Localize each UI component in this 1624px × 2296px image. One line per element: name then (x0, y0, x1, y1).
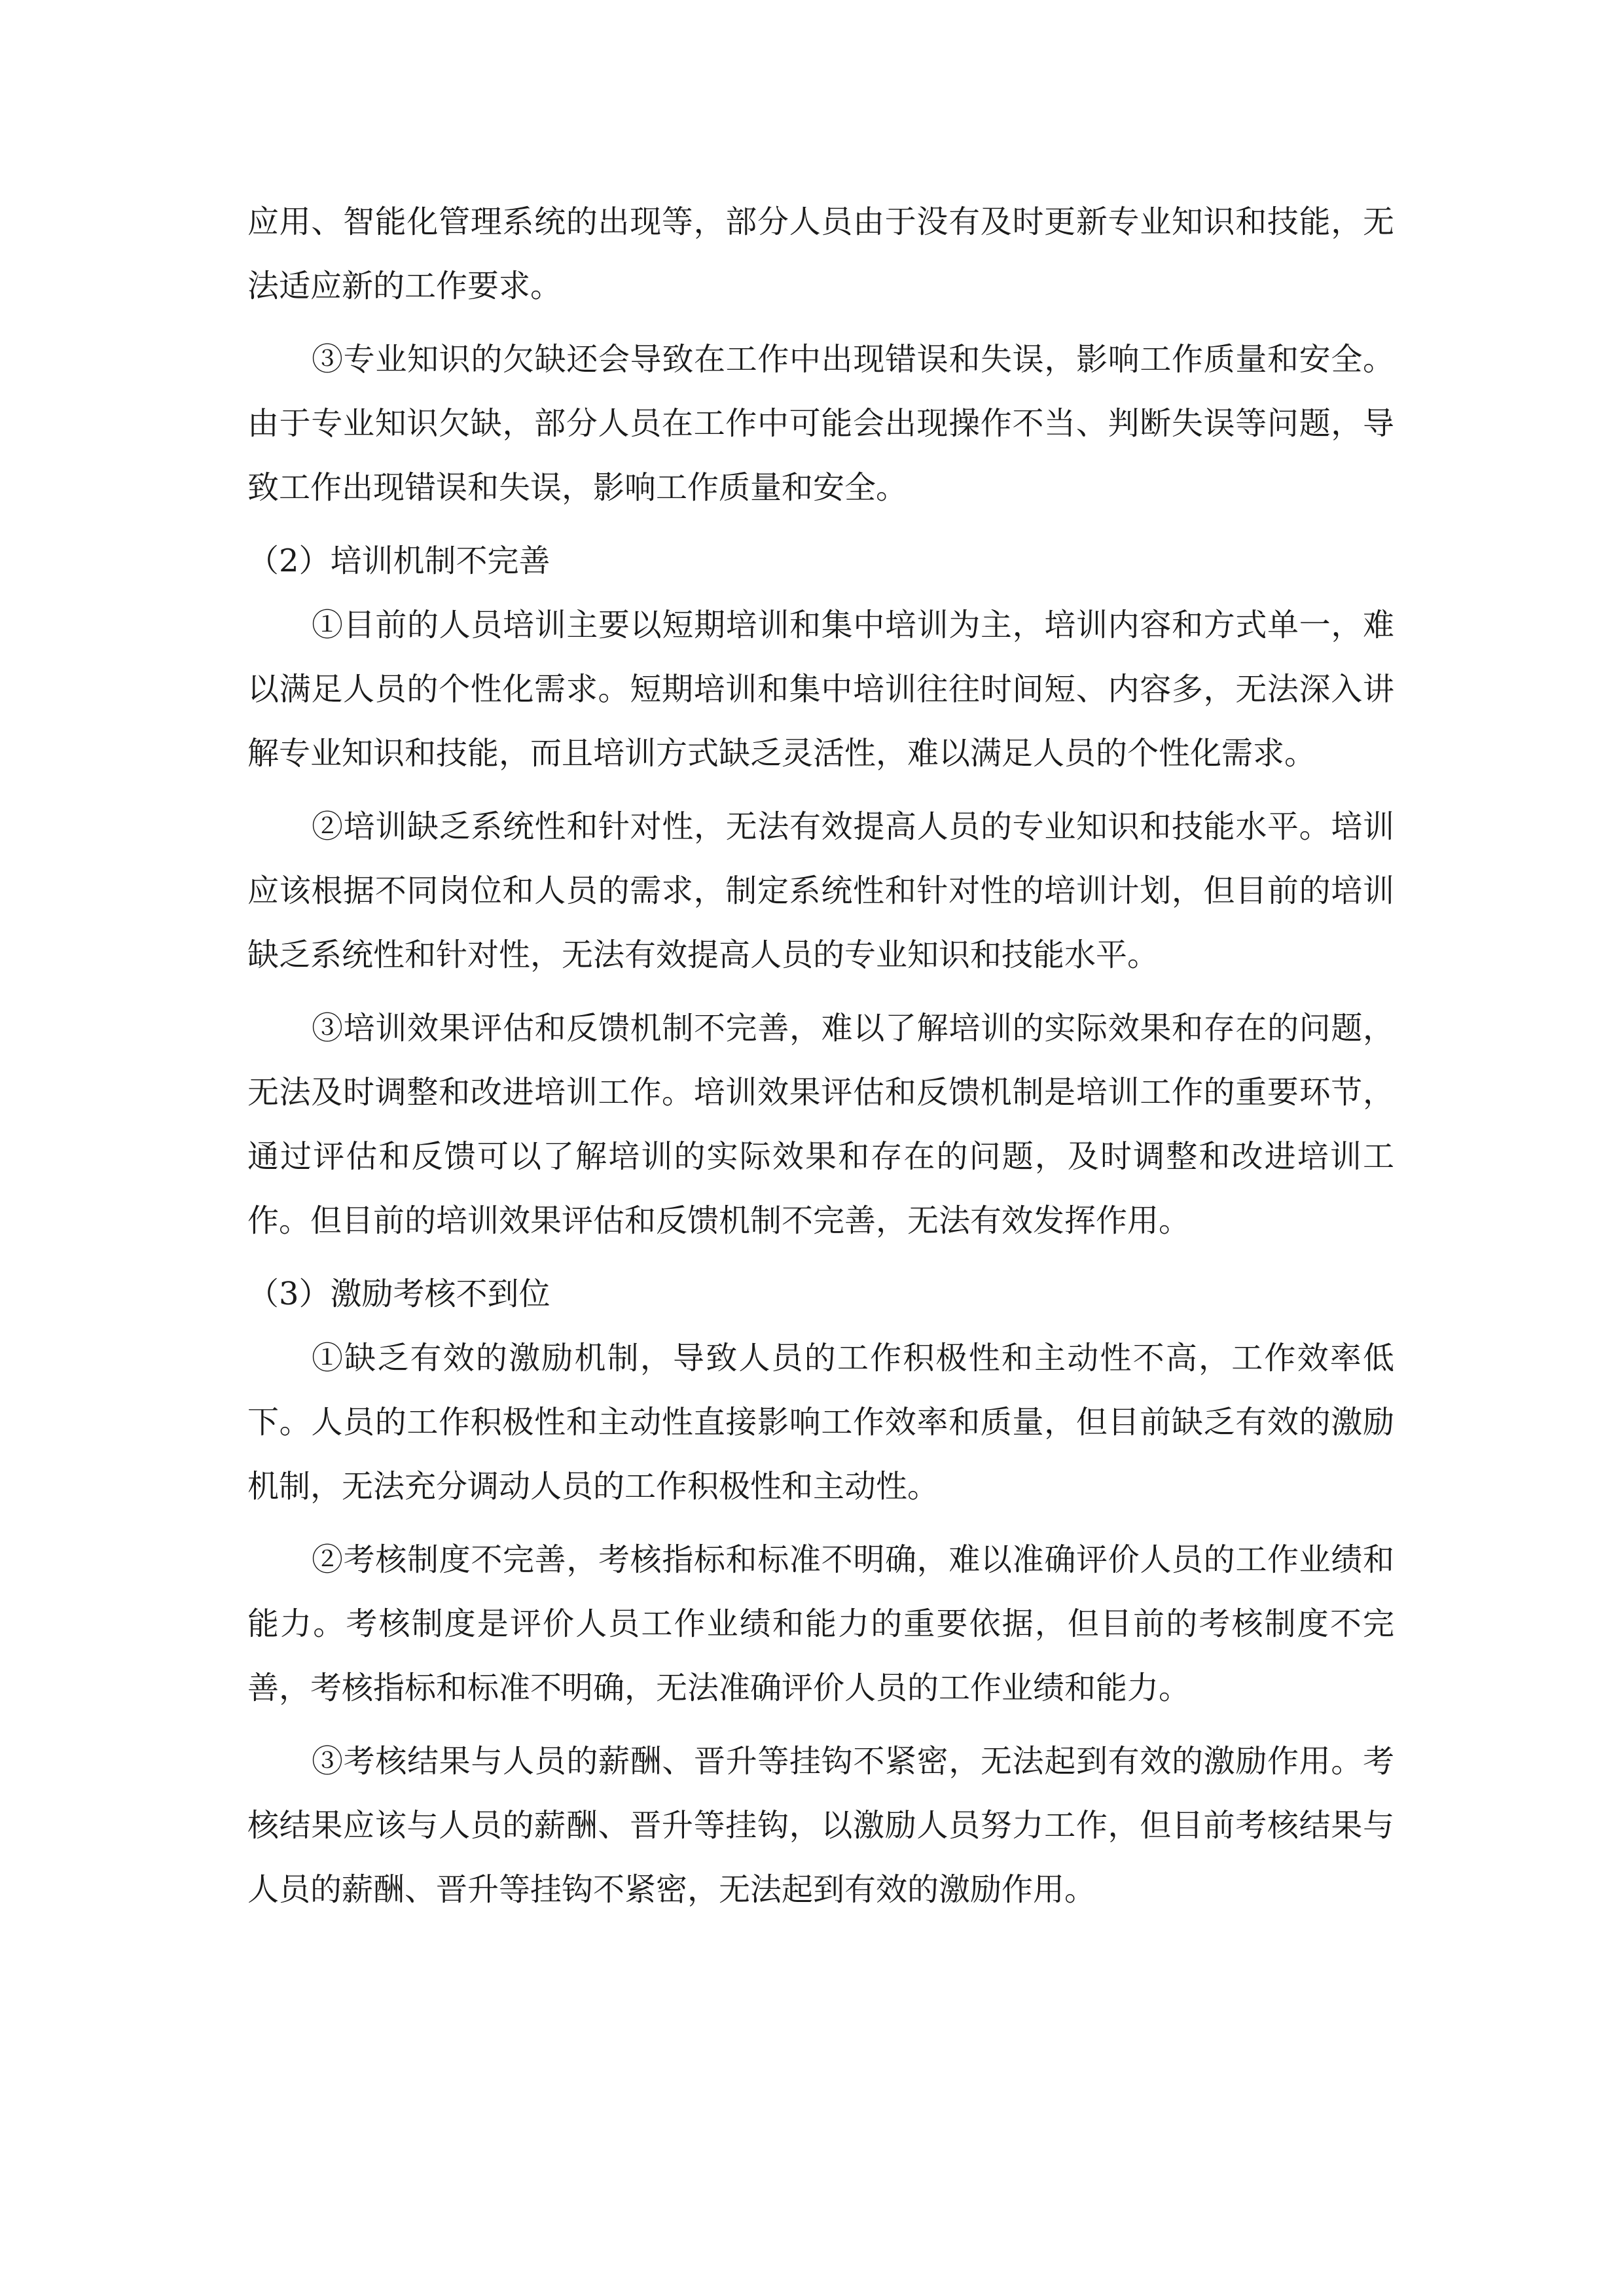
section-heading-training: （2）培训机制不完善 (247, 543, 550, 579)
paragraph-continued: 应用、智能化管理系统的出现等，部分人员由于没有及时更新专业知识和技能，无法适应新的工作要求。 (247, 204, 1394, 304)
paragraph-assessment-results: ③考核结果与人员的薪酬、晋升等挂钩不紧密，无法起到有效的激励作用。考核结果应该与人员的薪酬、晋升等挂钩，以激励人员努力工作，但目前考核结果与人员的薪酬、晋升等挂钩不紧密，无法起到有效的激励作用。 (247, 1743, 1394, 1908)
document-body (247, 190, 1394, 1931)
paragraph-incentive-mechanism: ①缺乏有效的激励机制，导致人员的工作积极性和主动性不高，工作效率低下。人员的工作积极性和主动性直接影响工作效率和质量，但目前缺乏有效的激励机制，无法充分调动人员的工作积极性和主动性。 (247, 1340, 1394, 1505)
paragraph-training-single: ①目前的人员培训主要以短期培训和集中培训为主，培训内容和方式单一，难以满足人员的个性化需求。短期培训和集中培训往往时间短、内容多，无法深入讲解专业知识和技能，而且培训方式缺乏灵活性，难以满足人员的个性化需求。 (247, 607, 1394, 772)
paragraph-knowledge-errors: ③专业知识的欠缺还会导致在工作中出现错误和失误，影响工作质量和安全。由于专业知识欠缺，部分人员在工作中可能会出现操作不当、判断失误等问题，导致工作出现错误和失误，影响工作质量和安全。 (247, 341, 1394, 506)
paragraph-training-system: ②培训缺乏系统性和针对性，无法有效提高人员的专业知识和技能水平。培训应该根据不同岗位和人员的需求，制定系统性和针对性的培训计划，但目前的培训缺乏系统性和针对性，无法有效提高人员的专业知识和技能水平。 (247, 808, 1394, 973)
section-heading-incentive: （3）激励考核不到位 (247, 1276, 550, 1312)
paragraph-training-evaluation: ③培训效果评估和反馈机制不完善，难以了解培训的实际效果和存在的问题，无法及时调整和改进培训工作。培训效果评估和反馈机制是培训工作的重要环节，通过评估和反馈可以了解培训的实际效果和存在的问题，及时调整和改进培训工作。但目前的培训效果评估和反馈机制不完善，无法有效发挥作用。 (247, 1010, 1394, 1239)
paragraph-assessment-system: ②考核制度不完善，考核指标和标准不明确，难以准确评价人员的工作业绩和能力。考核制度是评价人员工作业绩和能力的重要依据，但目前的考核制度不完善，考核指标和标准不明确，无法准确评价人员的工作业绩和能力。 (247, 1541, 1394, 1706)
